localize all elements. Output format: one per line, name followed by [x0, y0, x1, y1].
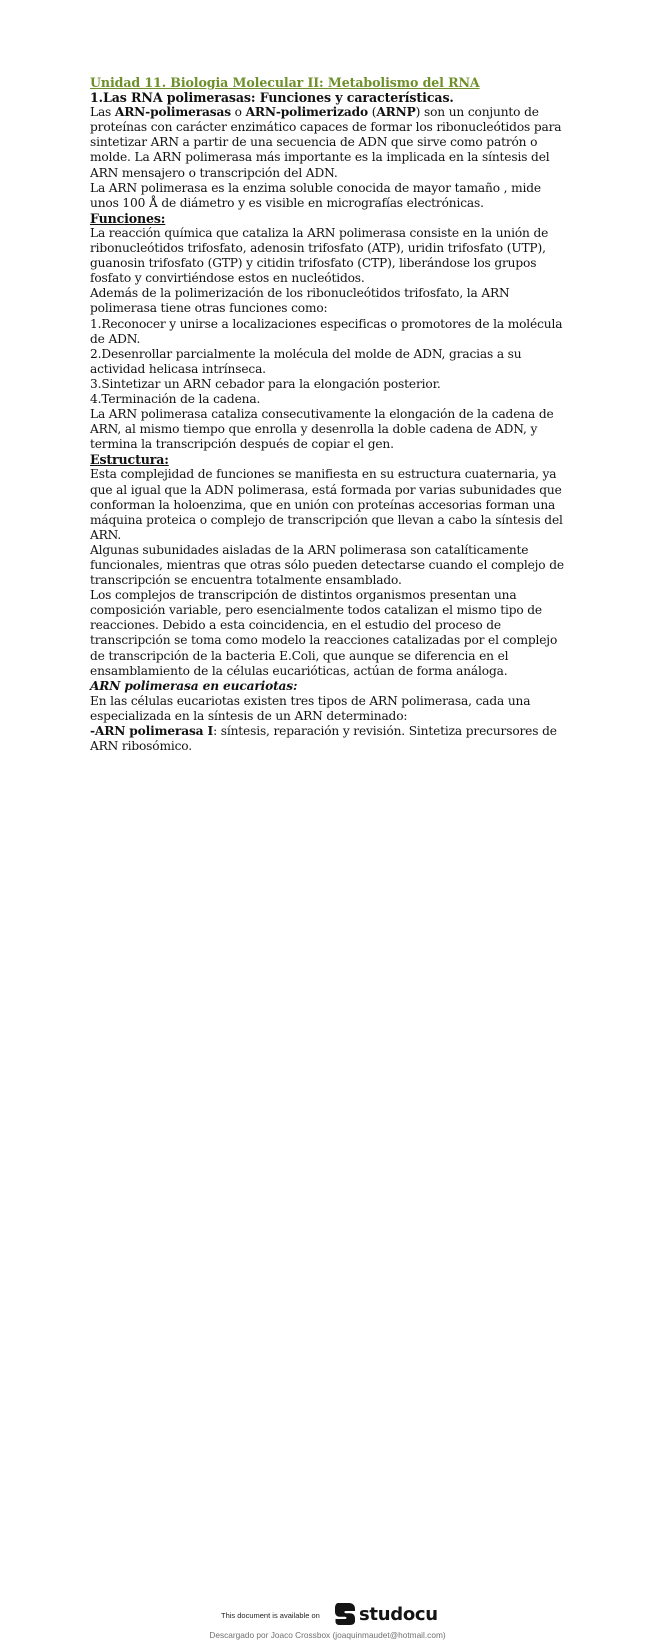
intro-term-arnp: ARNP [376, 105, 416, 120]
studocu-logo-icon [334, 1602, 356, 1626]
funciones-heading: Funciones: [90, 210, 166, 226]
intro-text-2: o [230, 105, 246, 120]
page-footer [0, 800, 655, 1640]
estructura-paragraph-3: Los complejos de transcripción de distintos organismos presentan una composición variable, pero esencialmente todos catalizan el mismo tipo de reacciones. Debido a esta coincidencia, en el estudio del proceso de transcripción se toma como modelo la reacciones catalizadas por el complejo de transcripción de la bacteria E.Coli, que aunque se diferencia en el ensamblamiento de la células eucarióticas, actúan de forma análoga. [90, 588, 558, 678]
eucariotas-item-1 [90, 724, 568, 754]
funciones-paragraph-1: La reacción química que cataliza la ARN polimerasa consiste en la unión de ribonucleótidos trifosfato, adenosin trifosfato (ATP), uridin trifosfato (UTP), guanosin trifosfato (GTP) y citidin trifosfato (CTP), liberándose los grupos fosfato y convirtiéndose estos en nucleótidos. [90, 225, 549, 286]
funciones-item: 2.Desenrollar parcialmente la molécula del molde de ADN, gracias a su actividad helicasa intrínseca. [90, 346, 522, 376]
estructura-paragraph-1: Esta complejidad de funciones se manifiesta en su estructura cuaternaria, ya que al igual que la ADN polimerasa, está formada por varias subunidades que conforman la holoenzima, que en unión con proteínas accesorias forman una máquina proteica o complejo de transcripción que llevan a cabo la síntesis del ARN. [90, 467, 563, 542]
funciones-item: 1.Reconocer y unirse a localizaciones especificas o promotores de la molécula de ADN. [90, 316, 563, 346]
estructura-paragraph-2: Algunas subunidades aisladas de la ARN polimerasa son catalíticamente funcionales, mientras que otras sólo pueden detectarse cuando el complejo de transcripción se encuentra totalmente ensamblado. [90, 542, 564, 588]
intro-text-1: Las [90, 105, 115, 120]
estructura-heading: Estructura: [90, 452, 169, 468]
intro-term-arn-polimerasas: ARN-polimerasas [114, 105, 231, 120]
funciones-paragraph-3: La ARN polimerasa cataliza consecutivamente la elongación de la cadena de ARN, al mismo tiempo que enrolla y desenrolla la doble cadena de ADN, y termina la transcripción después de copiar el gen. [90, 407, 554, 452]
eucariotas-paragraph-1: En las células eucariotas existen tres tipos de ARN polimerasa, cada una especializada en la síntesis de un ARN determinado: [90, 693, 531, 723]
funciones-paragraph-2: Además de la polimerización de los ribonucleótidos trifosfato, la ARN polimerasa tiene otras funciones como: [90, 286, 510, 316]
section-heading: 1.Las RNA polimerasas: Funciones y características. [90, 90, 454, 106]
intro-paragraph [90, 105, 568, 180]
studocu-logo-link[interactable] [334, 1602, 438, 1626]
eucariotas-heading: ARN polimerasa en eucariotas: [90, 678, 298, 693]
intro-term-arn-polimerizado: ARN-polimerizado [245, 105, 369, 120]
funciones-item: 3.Sintetizar un ARN cebador para la elongación posterior. [90, 376, 441, 391]
intro-text-4: ) son un conjunto de proteínas con carácter enzimático capaces de formar los ribonucleótidos para sintetizar ARN a partir de una secuencia de ADN que sirve como patrón o molde. La ARN polimerasa más importante es la implicada en la síntesis del ARN mensajero o transcripción del ADN. [90, 105, 562, 180]
eucariotas-item-1-label: -ARN polimerasa I [90, 724, 214, 739]
eucariotas-item-1-text: : síntesis, reparación y revisión. Sintetiza precursores de ARN ribosómico. [90, 724, 557, 754]
intro-text-3: ( [368, 105, 377, 120]
studocu-logo-text: studocu [359, 1603, 438, 1625]
document-body [90, 75, 568, 754]
document-title: Unidad 11. Biologia Molecular II: Metabolismo del RNA [90, 75, 480, 90]
funciones-item: 4.Terminación de la cadena. [90, 391, 261, 406]
size-paragraph: La ARN polimerasa es la enzima soluble conocida de mayor tamaño , mide unos 100 Å de diámetro y es visible en micrografías electrónicas. [90, 180, 541, 210]
download-note: Descargado por Joaco Crossbox (joaquinmaudet@hotmail.com) [209, 1630, 446, 1640]
availability-note: This document is available on [221, 1611, 320, 1620]
